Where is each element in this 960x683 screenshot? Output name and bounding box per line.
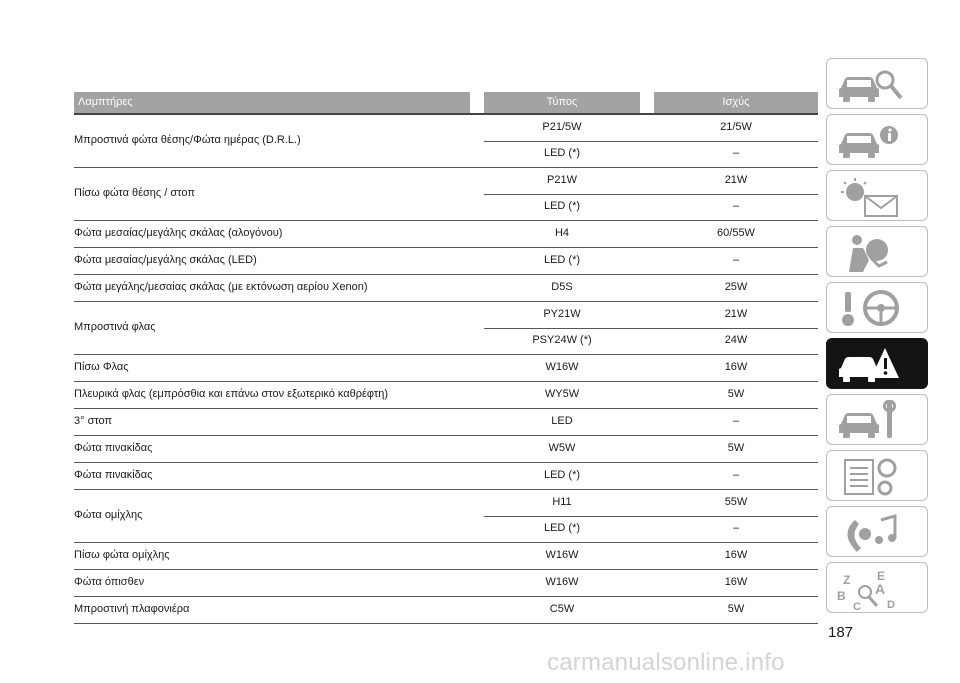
bulb-power: 21W — [724, 308, 748, 320]
sub-row-divider — [484, 516, 818, 517]
chapter-tab[interactable] — [826, 450, 928, 501]
svg-text:Z: Z — [843, 573, 851, 587]
bulb-type: LED (*) — [543, 522, 581, 534]
bulb-power: 21/5W — [720, 121, 752, 133]
lamp-name: Φώτα πινακίδας — [74, 469, 153, 481]
bulb-power: 60/55W — [717, 227, 755, 239]
lamp-name: Φώτα μεσαίας/μεγάλης σκάλας (αλογόνου) — [74, 227, 283, 239]
chapter-tab[interactable] — [826, 506, 928, 557]
svg-text:D: D — [887, 599, 895, 610]
table-row — [74, 570, 818, 596]
header-lamps: Λαμπτήρες — [74, 92, 470, 113]
bulb-power: 16W — [724, 361, 748, 373]
watermark: carmanualsonline.info — [547, 649, 785, 676]
bulb-power: – — [732, 415, 740, 427]
bulb-power: 5W — [727, 388, 745, 400]
bulb-power: 21W — [724, 174, 748, 186]
bulb-type: P21/5W — [542, 121, 582, 133]
bulb-type: PSY24W (*) — [532, 334, 592, 346]
bulb-power: 16W — [724, 549, 748, 561]
lamp-name: Πίσω φώτα ομίχλης — [74, 549, 170, 561]
bulb-type: W5W — [548, 442, 576, 454]
svg-text:B: B — [837, 589, 846, 603]
table-row — [74, 436, 818, 462]
table-header — [74, 92, 818, 113]
table-row — [74, 409, 818, 435]
table-row — [74, 382, 818, 408]
bulb-type: LED (*) — [543, 469, 581, 481]
lamp-name: Φώτα όπισθεν — [74, 576, 145, 588]
lamp-name: Πλευρικά φλας (εμπρόσθια και επάνω στον εξωτερικό καθρέφτη) — [74, 388, 389, 400]
lamp-name: Πίσω φώτα θέσης / στοπ — [74, 187, 195, 199]
bulb-type: H4 — [554, 227, 570, 239]
sub-row-divider — [484, 141, 818, 142]
bulb-power: 55W — [724, 496, 748, 508]
bulb-type: LED (*) — [543, 200, 581, 212]
lamp-name: Πίσω Φλας — [74, 361, 129, 373]
table-row — [74, 248, 818, 274]
lamp-name: Μπροστινά φλας — [74, 321, 156, 333]
table-row — [74, 302, 818, 354]
table-row — [74, 463, 818, 489]
bulb-type: W16W — [545, 549, 579, 561]
bulb-power: 25W — [724, 281, 748, 293]
lamp-name: Φώτα πινακίδας — [74, 442, 153, 454]
bulb-power: 24W — [724, 334, 748, 346]
bulb-power: – — [732, 147, 740, 159]
table-row — [74, 490, 818, 542]
row-divider — [74, 623, 818, 624]
lamp-name: 3° στοπ — [74, 415, 113, 427]
bulb-type: W16W — [545, 361, 579, 373]
bulb-table — [74, 92, 818, 615]
lamp-name: Φώτα μεγάλης/μεσαίας σκάλας (με εκτόνωση αερίου Xenon) — [74, 281, 368, 293]
bulb-power: – — [732, 200, 740, 212]
svg-text:C: C — [853, 601, 861, 610]
bulb-type: D5S — [551, 281, 573, 293]
lamp-name: Φώτα ομίχλης — [74, 509, 143, 521]
chapter-tab[interactable] — [826, 114, 928, 165]
header-type: Τύπος — [484, 92, 640, 113]
svg-text:A: A — [875, 581, 886, 597]
bulb-type: WY5W — [544, 388, 580, 400]
table-row — [74, 355, 818, 381]
chapter-tab[interactable] — [826, 282, 928, 333]
bulb-power: – — [732, 469, 740, 481]
chapter-tab[interactable] — [826, 562, 928, 613]
bulb-power: 5W — [727, 603, 745, 615]
bulb-power: – — [732, 522, 740, 534]
table-row — [74, 221, 818, 247]
bulb-type: LED (*) — [543, 254, 581, 266]
table-row — [74, 168, 818, 220]
bulb-type: H11 — [552, 496, 572, 508]
bulb-power: 16W — [724, 576, 748, 588]
header-power: Ισχύς — [654, 92, 818, 113]
bulb-type: C5W — [549, 603, 575, 615]
chapter-tab[interactable] — [826, 58, 928, 109]
table-row — [74, 597, 818, 623]
table-row — [74, 275, 818, 301]
bulb-power: 5W — [727, 442, 745, 454]
page-number: 187 — [828, 624, 854, 641]
bulb-power: – — [732, 254, 740, 266]
table-row — [74, 543, 818, 569]
sub-row-divider — [484, 194, 818, 195]
lamp-name: Μπροστινή πλαφονιέρα — [74, 603, 190, 615]
table-row — [74, 115, 818, 167]
bulb-type: W16W — [545, 576, 579, 588]
bulb-type: PY21W — [543, 308, 581, 320]
chapter-tab[interactable] — [826, 394, 928, 445]
lamp-name: Φώτα μεσαίας/μεγάλης σκάλας (LED) — [74, 254, 257, 266]
bulb-type: LED — [551, 415, 573, 427]
chapter-tab[interactable] — [826, 170, 928, 221]
bulb-type: P21W — [547, 174, 577, 186]
sub-row-divider — [484, 328, 818, 329]
svg-text:E: E — [877, 569, 886, 583]
chapter-tab[interactable] — [826, 226, 928, 277]
bulb-type: LED (*) — [543, 147, 581, 159]
chapter-tab[interactable] — [826, 338, 928, 389]
lamp-name: Μπροστινά φώτα θέσης/Φώτα ημέρας (D.R.L.) — [74, 134, 301, 146]
